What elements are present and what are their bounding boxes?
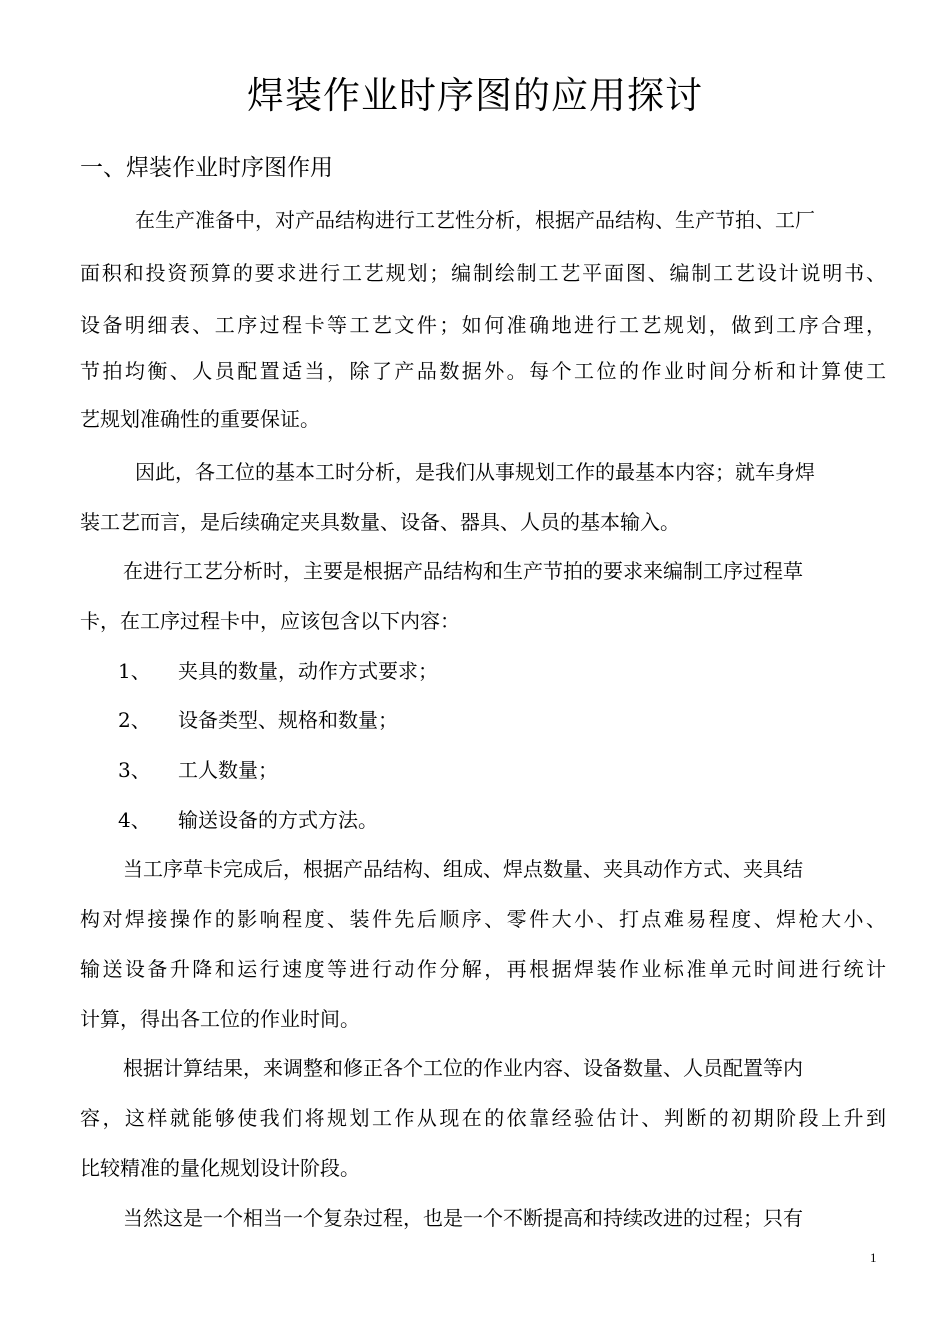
paragraph-line: 因此，各工位的基本工时分析，是我们从事规划工作的最基本内容；就车身焊: [135, 460, 815, 484]
paragraph-line: 当工序草卡完成后，根据产品结构、组成、焊点数量、夹具动作方式、夹具结: [123, 857, 803, 881]
paragraph-line: 卡，在工序过程卡中，应该包含以下内容：: [80, 609, 460, 633]
paragraph-line: 在生产准备中，对产品结构进行工艺性分析，根据产品结构、生产节拍、工厂: [135, 208, 815, 232]
list-item-text: 输送设备的方式方法。: [178, 808, 378, 832]
list-item-number: 4、: [118, 808, 151, 832]
document-title: 焊装作业时序图的应用探讨: [247, 74, 703, 117]
paragraph-line: 在进行工艺分析时，主要是根据产品结构和生产节拍的要求来编制工序过程草: [123, 559, 803, 583]
list-item: [118, 755, 278, 785]
list-item-number: 1、: [118, 659, 151, 683]
list-item-number: 2、: [118, 708, 151, 732]
list-item-number: 3、: [118, 758, 151, 782]
paragraph-line: 构对焊接操作的影响程度、装件先后顺序、零件大小、打点难易程度、焊枪大小、: [80, 907, 886, 931]
section-heading: 一、焊装作业时序图作用: [80, 155, 333, 181]
list-item: [118, 656, 438, 686]
paragraph-line: 容，这样就能够使我们将规划工作从现在的依靠经验估计、判断的初期阶段上升到: [80, 1106, 886, 1130]
paragraph-line: 输送设备升降和运行速度等进行动作分解，再根据焊装作业标准单元时间进行统计: [80, 957, 886, 981]
paragraph-line: 当然这是一个相当一个复杂过程，也是一个不断提高和持续改进的过程；只有: [123, 1206, 803, 1230]
paragraph-line: 计算，得出各工位的作业时间。: [80, 1007, 360, 1031]
paragraph-line: 装工艺而言，是后续确定夹具数量、设备、器具、人员的基本输入。: [80, 510, 680, 534]
paragraph-line: 面积和投资预算的要求进行工艺规划；编制绘制工艺平面图、编制工艺设计说明书、: [80, 261, 886, 285]
page-number: 1: [870, 1250, 877, 1265]
list-item-text: 夹具的数量，动作方式要求；: [178, 659, 438, 683]
list-item: [118, 705, 398, 735]
paragraph-line: 节拍均衡、人员配置适当，除了产品数据外。每个工位的作业时间分析和计算使工: [80, 359, 886, 383]
list-item-text: 工人数量；: [178, 758, 278, 782]
paragraph-line: 根据计算结果，来调整和修正各个工位的作业内容、设备数量、人员配置等内: [123, 1056, 803, 1080]
paragraph-line: 比较精准的量化规划设计阶段。: [80, 1156, 360, 1180]
paragraph-line: 设备明细表、工序过程卡等工艺文件；如何准确地进行工艺规划，做到工序合理，: [80, 313, 886, 337]
list-item: [118, 805, 378, 835]
paragraph-line: 艺规划准确性的重要保证。: [80, 407, 320, 431]
list-item-text: 设备类型、规格和数量；: [178, 708, 398, 732]
